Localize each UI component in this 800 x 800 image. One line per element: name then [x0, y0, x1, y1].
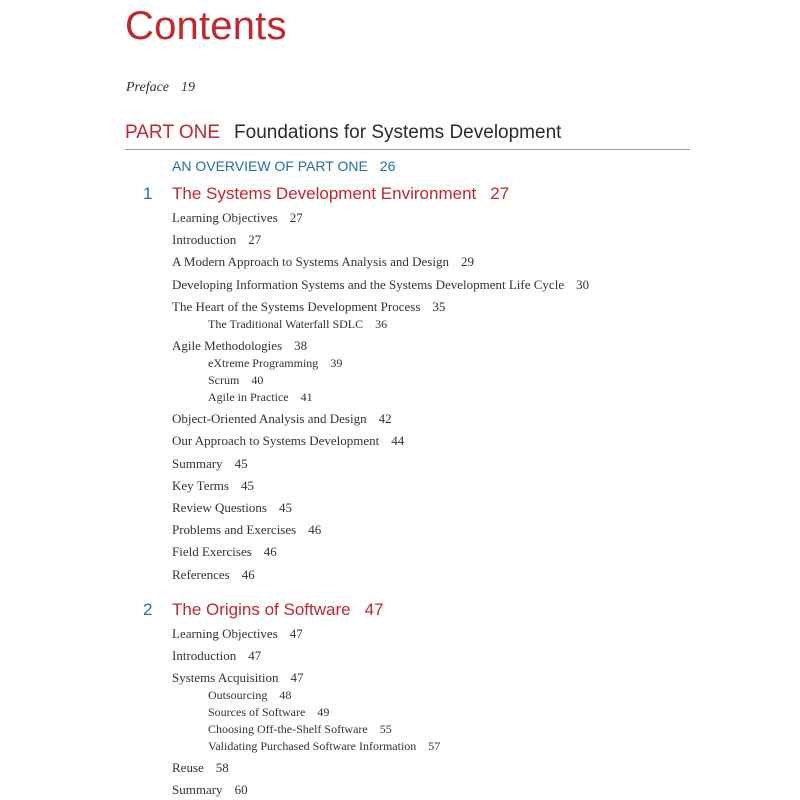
toc-entry[interactable] — [172, 299, 445, 315]
entry-label: Sources of Software — [208, 705, 306, 719]
entry-label: Agile Methodologies — [172, 338, 283, 353]
toc-entry[interactable] — [172, 411, 392, 427]
entry-page: 27 — [248, 232, 262, 247]
entry-page: 38 — [294, 338, 308, 353]
toc-subentry[interactable] — [208, 356, 342, 371]
entry-label: Scrum — [208, 373, 240, 387]
entry-page: 47 — [248, 648, 262, 663]
entry-label: Introduction — [172, 648, 237, 663]
entry-label: Key Terms — [172, 478, 229, 493]
entry-label: Agile in Practice — [208, 390, 289, 404]
toc-entry[interactable] — [172, 456, 248, 472]
toc-entry[interactable] — [172, 277, 589, 293]
entry-page: 30 — [576, 277, 590, 292]
entry-label: Object-Oriented Analysis and Design — [172, 411, 367, 426]
part-overview-entry[interactable] — [172, 158, 395, 174]
entry-label: Introduction — [172, 232, 237, 247]
entry-label: Review Questions — [172, 500, 267, 515]
entry-page: 46 — [263, 544, 277, 559]
chapter-heading[interactable] — [125, 184, 725, 210]
entry-page: 49 — [317, 705, 330, 719]
toc-entry[interactable] — [172, 567, 255, 583]
chapter-title — [172, 184, 509, 204]
entry-label: A Modern Approach to Systems Analysis and Design — [172, 254, 449, 269]
entry-page: 45 — [234, 456, 248, 471]
entry-page: 35 — [432, 299, 446, 314]
toc-entry[interactable] — [172, 338, 307, 354]
entry-page: 60 — [234, 782, 248, 797]
entry-page: 55 — [379, 722, 392, 736]
entry-page: 45 — [278, 500, 292, 515]
entry-label: Learning Objectives — [172, 210, 278, 225]
entry-page: 41 — [300, 390, 313, 404]
entry-label: The Traditional Waterfall SDLC — [208, 317, 364, 331]
entry-label: Field Exercises — [172, 544, 252, 559]
entry-page: 29 — [460, 254, 474, 269]
chapter-number: 2 — [143, 600, 153, 619]
entry-page: 46 — [308, 522, 322, 537]
entry-page: 46 — [241, 567, 255, 582]
toc-entry[interactable] — [172, 433, 404, 449]
toc-entry[interactable] — [172, 648, 261, 664]
toc-subentry[interactable] — [208, 373, 263, 388]
toc-subentry[interactable] — [208, 739, 440, 754]
entry-label: Validating Purchased Software Information — [208, 739, 417, 753]
entry-page: 45 — [240, 478, 254, 493]
entry-label: Learning Objectives — [172, 626, 278, 641]
entry-label: Outsourcing — [208, 688, 268, 702]
toc-subentry[interactable] — [208, 722, 392, 737]
entry-page: 47 — [290, 670, 304, 685]
chapter-heading[interactable] — [125, 600, 725, 626]
entry-label: Summary — [172, 456, 223, 471]
entry-page: 58 — [215, 760, 229, 775]
entry-label: References — [172, 567, 230, 582]
toc-entry[interactable] — [172, 522, 321, 538]
entry-label: Developing Information Systems and the Systems Development Life Cycle — [172, 277, 565, 292]
chapter-title — [172, 600, 384, 620]
entry-page: 36 — [375, 317, 388, 331]
preface-entry[interactable] — [126, 80, 195, 96]
entry-label: Summary — [172, 782, 223, 797]
toc-subentry[interactable] — [208, 317, 387, 332]
part-header — [125, 122, 690, 150]
chapter-number: 1 — [143, 184, 153, 203]
page-title: Contents — [125, 4, 287, 48]
entry-page: 40 — [251, 373, 264, 387]
toc-entry[interactable] — [172, 544, 277, 560]
preface-label: Preface — [126, 80, 170, 95]
entry-page: 27 — [289, 210, 303, 225]
entry-label: Choosing Off-the-Shelf Software — [208, 722, 368, 736]
entry-page: 57 — [428, 739, 441, 753]
toc-entry[interactable] — [172, 760, 229, 776]
entry-label: Reuse — [172, 760, 204, 775]
toc-subentry[interactable] — [208, 390, 313, 405]
entry-label: The Heart of the Systems Development Process — [172, 299, 421, 314]
toc-entry[interactable] — [172, 670, 304, 686]
part-title: Foundations for Systems Development — [234, 122, 562, 143]
toc-entry[interactable] — [172, 500, 292, 516]
entry-label: Our Approach to Systems Development — [172, 433, 380, 448]
entry-label: Problems and Exercises — [172, 522, 297, 537]
entry-label: Systems Acquisition — [172, 670, 279, 685]
entry-page: 44 — [391, 433, 405, 448]
toc-entry[interactable] — [172, 478, 254, 494]
overview-label: AN OVERVIEW OF PART ONE — [172, 158, 368, 174]
entry-page: 39 — [330, 356, 343, 370]
toc-entry[interactable] — [172, 782, 248, 798]
part-label: PART ONE — [125, 122, 221, 143]
overview-page: 26 — [379, 158, 396, 174]
toc-entry[interactable] — [172, 210, 303, 226]
entry-page: 42 — [378, 411, 392, 426]
entry-page: 47 — [289, 626, 303, 641]
chapter-title-text: The Origins of Software — [172, 600, 351, 619]
toc-entry[interactable] — [172, 254, 474, 270]
entry-page: 48 — [279, 688, 292, 702]
preface-page: 19 — [181, 80, 196, 95]
toc-entry[interactable] — [172, 626, 303, 642]
chapter-page: 27 — [490, 184, 510, 203]
entry-label: eXtreme Programming — [208, 356, 319, 370]
toc-subentry[interactable] — [208, 705, 329, 720]
chapter-page: 47 — [364, 600, 384, 619]
toc-subentry[interactable] — [208, 688, 291, 703]
chapter-title-text: The Systems Development Environment — [172, 184, 477, 203]
toc-entry[interactable] — [172, 232, 261, 248]
